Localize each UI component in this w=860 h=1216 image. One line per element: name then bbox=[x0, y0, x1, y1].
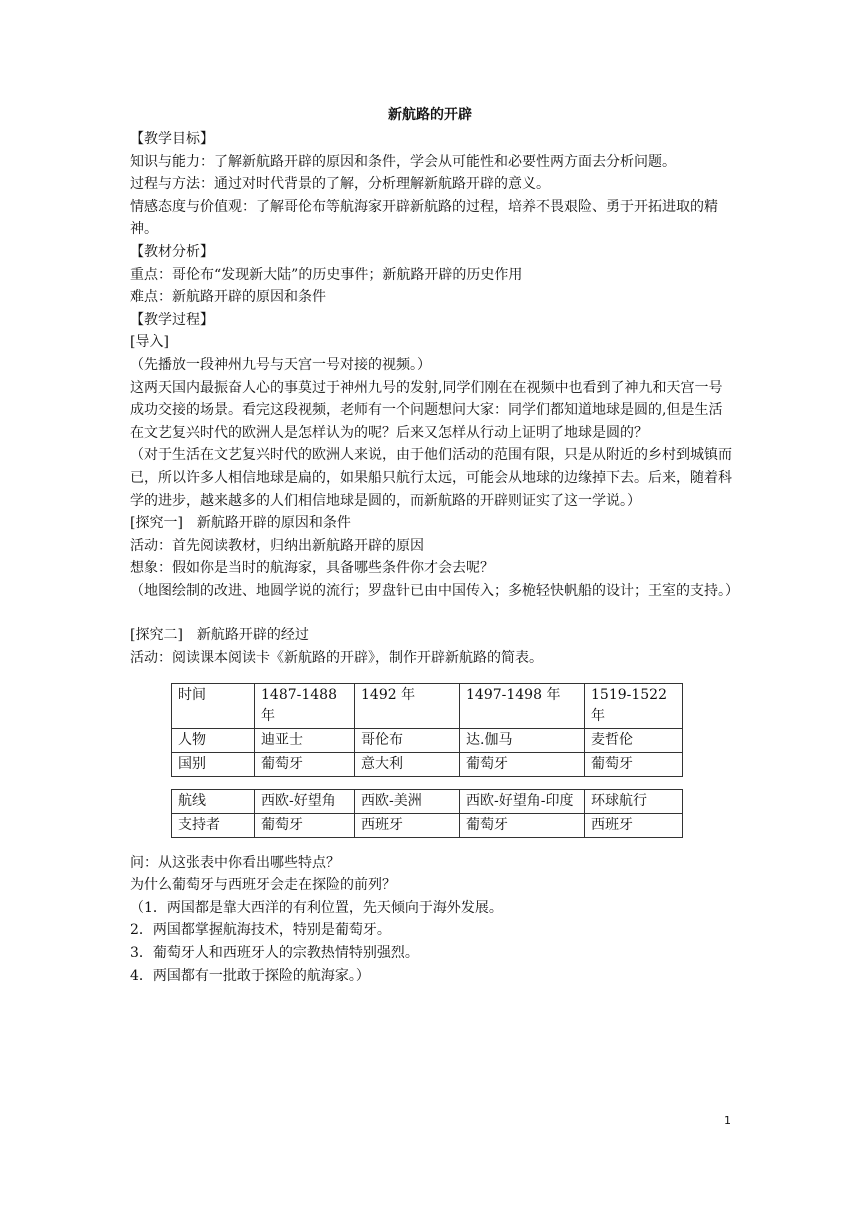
table-cell: 葡萄牙 bbox=[255, 752, 355, 776]
question: 为什么葡萄牙与西班牙会走在探险的前列？ bbox=[130, 877, 396, 894]
table-row bbox=[172, 752, 683, 776]
subheading-intro: [导入] bbox=[130, 334, 169, 351]
answer-item: （1．两国都是靠大西洋的有利位置，先天倾向于海外发展。 bbox=[130, 899, 503, 916]
section-heading-process: 【教学过程】 bbox=[130, 311, 214, 328]
paragraph: 过程与方法：通过对时代背景的了解，分析理解新航路开辟的意义。 bbox=[130, 176, 550, 193]
paragraph: 难点：新航路开辟的原因和条件 bbox=[130, 289, 326, 306]
table-cell: 西班牙 bbox=[585, 813, 683, 837]
question: 问：从这张表中你看出哪些特点？ bbox=[130, 854, 340, 871]
table-row bbox=[172, 683, 683, 728]
table-cell: 1497-1498 年 bbox=[460, 683, 585, 728]
paragraph: 情感态度与价值观：了解哥伦布等航海家开辟新航路的过程，培养不畏艰险、勇于开拓进取的精神。 bbox=[130, 198, 718, 238]
table-cell: 意大利 bbox=[355, 752, 460, 776]
table-cell: 葡萄牙 bbox=[585, 752, 683, 776]
table-cell: 支持者 bbox=[172, 813, 255, 837]
table-row bbox=[172, 728, 683, 752]
page-number: 1 bbox=[724, 1114, 731, 1127]
table-cell: 迪亚士 bbox=[255, 728, 355, 752]
table-cell: 葡萄牙 bbox=[255, 813, 355, 837]
table-cell: 葡萄牙 bbox=[460, 813, 585, 837]
paragraph: 活动：首先阅读教材，归纳出新航路开辟的原因 bbox=[130, 537, 424, 554]
paragraph: （先播放一段神州九号与天宫一号对接的视频。） bbox=[130, 356, 431, 373]
table-cell: 1519-1522 年 bbox=[585, 683, 683, 728]
table-cell: 1492 年 bbox=[355, 683, 460, 728]
table-cell: 西欧-好望角-印度 bbox=[460, 789, 585, 813]
table-cell: 国别 bbox=[172, 752, 255, 776]
answer-item: 4．两国都有一批敢于探险的航海家。） bbox=[130, 967, 370, 984]
table-cell: 环球航行 bbox=[585, 789, 683, 813]
table-cell: 1487-1488 年 bbox=[255, 683, 355, 728]
table-cell: 葡萄牙 bbox=[460, 752, 585, 776]
table-cell: 哥伦布 bbox=[355, 728, 460, 752]
paragraph: 这两天国内最振奋人心的事莫过于神州九号的发射,同学们刚在在视频中也看到了神九和天宫一号成功交接的场景。看完这段视频，老师有一个问题想问大家：同学们都知道地球是圆的,但是生活在文艺复兴时代的欧洲人是怎样认为的呢？后来又怎样从行动上证明了地球是圆的？ bbox=[130, 379, 723, 441]
paragraph: （地图绘制的改进、地圆学说的流行；罗盘针已由中国传入；多桅轻快帆船的设计；王室的支持。） bbox=[130, 582, 739, 599]
paragraph: 想象：假如你是当时的航海家，具备哪些条件你才会去呢？ bbox=[130, 560, 494, 577]
blank-line bbox=[130, 602, 732, 624]
table-cell: 人物 bbox=[172, 728, 255, 752]
voyage-table-1 bbox=[171, 683, 683, 777]
section-heading-analysis: 【教材分析】 bbox=[130, 243, 214, 260]
table-cell: 时间 bbox=[172, 683, 255, 728]
answer-item: 2．两国都掌握航海技术，特别是葡萄牙。 bbox=[130, 922, 391, 939]
table-cell: 达.伽马 bbox=[460, 728, 585, 752]
section-heading-objectives: 【教学目标】 bbox=[130, 131, 214, 147]
table-row bbox=[172, 789, 683, 813]
paragraph: （对于生活在文艺复兴时代的欧洲人来说，由于他们活动的范围有限，只是从附近的乡村到城镇而已，所以许多人相信地球是扁的，如果船只航行太远，可能会从地球的边缘掉下去。后来，随着科学的进步，越来越多的人们相信地球是圆的，而新航路的开辟则证实了这一学说。） bbox=[130, 447, 732, 509]
voyage-table-2 bbox=[171, 789, 683, 838]
table-cell: 西欧-好望角 bbox=[255, 789, 355, 813]
document-title: 新航路的开辟 bbox=[388, 107, 472, 123]
table-cell: 西班牙 bbox=[355, 813, 460, 837]
table-cell: 航线 bbox=[172, 789, 255, 813]
document-body bbox=[130, 128, 739, 987]
table-cell: 西欧-美洲 bbox=[355, 789, 460, 813]
paragraph: 重点：哥伦布“发现新大陆”的历史事件；新航路开辟的历史作用 bbox=[130, 266, 523, 283]
answer-item: 3．葡萄牙人和西班牙人的宗教热情特别强烈。 bbox=[130, 945, 419, 962]
subheading-explore-1: [探究一] 新航路开辟的原因和条件 bbox=[130, 515, 351, 532]
paragraph: 活动：阅读课本阅读卡《新航路的开辟》，制作开辟新航路的简表。 bbox=[130, 650, 543, 667]
table-row bbox=[172, 813, 683, 837]
paragraph: 知识与能力：了解新航路开辟的原因和条件，学会从可能性和必要性两方面去分析问题。 bbox=[130, 153, 676, 170]
table-cell: 麦哲伦 bbox=[585, 728, 683, 752]
subheading-explore-2: [探究二] 新航路开辟的经过 bbox=[130, 627, 309, 644]
